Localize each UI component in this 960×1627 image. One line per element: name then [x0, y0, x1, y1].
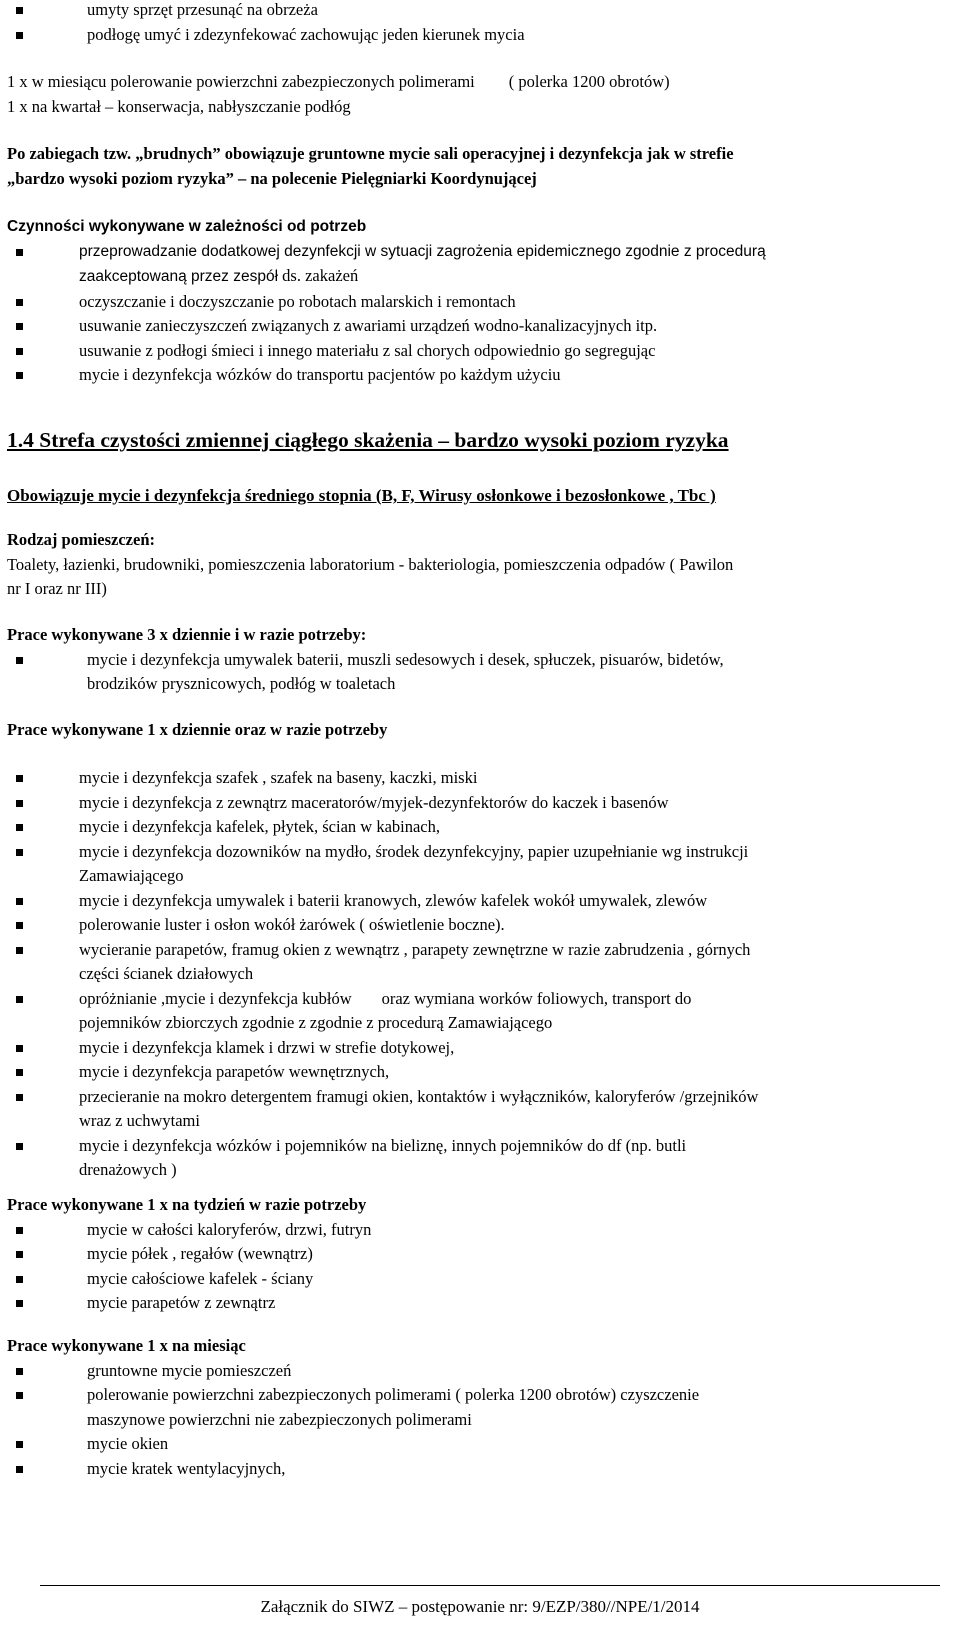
list-item: mycie i dezynfekcja wózków i pojemników na bieliznę, innych pojemników do df (np. butli: [7, 1134, 938, 1159]
bullet-square-icon: [16, 1045, 23, 1052]
list-item: podłogę umyć i zdezynfekować zachowując jeden kierunek mycia: [7, 23, 938, 48]
list-item-continuation: pojemników zbiorczych zgodnie z zgodnie z procedurą Zamawiającego: [79, 1013, 553, 1032]
list-item-continuation: brodzików prysznicowych, podłóg w toaletach: [87, 674, 396, 693]
bullet-square-icon: [16, 1300, 23, 1307]
list-item: wycieranie parapetów, framug okien z wewnątrz , parapety zewnętrzne w razie zabrudzenia , górnych: [7, 938, 938, 963]
rooms-line-1: Toalety, łazienki, brudowniki, pomieszczenia laboratorium - bakteriologia, pomieszczenia odpadów ( Pawilon: [7, 554, 734, 574]
bullet-square-icon: [16, 1368, 23, 1375]
bullet-square-icon: [16, 32, 23, 39]
frequency-notes: [7, 70, 938, 119]
list-item: usuwanie zanieczyszczeń związanych z awariami urządzeń wodno-kanalizacyjnych itp.: [7, 314, 938, 339]
bullet-square-icon: [16, 947, 23, 954]
list-item: opróżnianie ,mycie i dezynfekcja kubłów oraz wymiana worków foliowych, transport do: [7, 987, 938, 1012]
bullet-square-icon: [16, 775, 23, 782]
month-line: 1 x w miesiącu polerowanie powierzchni zabezpieczonych polimerami ( polerka 1200 obrotów): [7, 72, 670, 91]
zone-requirement: [7, 484, 938, 509]
list-item: mycie i dezynfekcja parapetów wewnętrznych,: [7, 1060, 938, 1085]
list-item-continuation: maszynowe powierzchni nie zabezpieczonych polimerami: [87, 1409, 472, 1429]
section-heading: Prace wykonywane 1 x dziennie oraz w razie potrzeby: [7, 720, 388, 739]
list-item: mycie okien: [7, 1432, 938, 1457]
list-item: mycie i dezynfekcja wózków do transportu pacjentów po każdym użyciu: [7, 363, 938, 388]
top-list: [7, 0, 938, 47]
list-item: mycie i dezynfekcja kafelek, płytek, ścian w kabinach,: [7, 815, 938, 840]
zone-section: [7, 428, 938, 453]
bullet-square-icon: [16, 996, 23, 1003]
list-item: umyty sprzęt przesunąć na obrzeża: [7, 0, 938, 23]
footer-rule: [40, 1585, 940, 1586]
bullet-square-icon: [16, 1227, 23, 1234]
bullet-square-icon: [16, 849, 23, 856]
bullet-square-icon: [16, 922, 23, 929]
list-item: mycie i dezynfekcja umywalek baterii, muszli sedesowych i desek, spłuczek, pisuarów, bidetów,: [7, 648, 938, 673]
list-item: polerowanie powierzchni zabezpieczonych polimerami ( polerka 1200 obrotów) czyszczenie: [7, 1383, 938, 1408]
list-item: usuwanie z podłogi śmieci i innego materiału z sal chorych odpowiednio go segregując: [7, 339, 938, 364]
bullet-square-icon: [16, 249, 23, 256]
list-item: oczyszczanie i doczyszczanie po robotach malarskich i remontach: [7, 290, 938, 315]
dirty-procedures-note: [7, 142, 938, 191]
section-heading: Prace wykonywane 1 x na miesiąc: [7, 1336, 246, 1355]
list-item-continuation: wraz z uchwytami: [79, 1111, 200, 1130]
bullet-square-icon: [16, 7, 23, 14]
requirement-line: Obowiązuje mycie i dezynfekcja średniego stopnia (B, F, Wirusy osłonkowe i bezosłonkowe , Tbc ): [7, 486, 716, 505]
thrice-daily-section: [7, 623, 938, 697]
list-item: polerowanie luster i osłon wokół żarówek ( oświetlenie boczne).: [7, 913, 938, 938]
section-heading: Prace wykonywane 1 x na tydzień w razie potrzeby: [7, 1195, 367, 1214]
section-title: 1.4 Strefa czystości zmiennej ciągłego skażenia – bardzo wysoki poziom ryzyka: [7, 428, 729, 452]
list-item: mycie i dezynfekcja umywalek i baterii kranowych, zlewów kafelek wokół umywalek, zlewów: [7, 889, 938, 914]
list-item: mycie i dezynfekcja szafek , szafek na baseny, kaczki, miski: [7, 766, 938, 791]
monthly-section: [7, 1334, 938, 1481]
rooms-line-2: nr I oraz nr III): [7, 579, 107, 598]
bullet-square-icon: [16, 372, 23, 379]
list-item: mycie i dezynfekcja klamek i drzwi w strefie dotykowej,: [7, 1036, 938, 1061]
page-footer: Załącznik do SIWZ – postępowanie nr: 9/EZP/380//NPE/1/2014: [260, 1597, 700, 1616]
list-item: gruntowne mycie pomieszczeń: [7, 1359, 938, 1384]
dirty-line-2: „bardzo wysoki poziom ryzyka” – na polecenie Pielęgniarki Koordynującej: [7, 168, 537, 188]
quarter-line: 1 x na kwartał – konserwacja, nabłyszczanie podłóg: [7, 96, 351, 116]
bullet-square-icon: [16, 1276, 23, 1283]
list-item: mycie i dezynfekcja z zewnątrz maceratorów/myjek-dezynfektorów do kaczek i basenów: [7, 791, 938, 816]
list-item: mycie parapetów z zewnątrz: [7, 1291, 938, 1316]
as-needed-section: [7, 215, 938, 388]
list-item: przeprowadzanie dodatkowej dezynfekcji w sytuacji zagrożenia epidemicznego zgodnie z procedurą: [7, 240, 938, 265]
section-heading: Prace wykonywane 3 x dziennie i w razie potrzeby:: [7, 625, 367, 644]
bullet-square-icon: [16, 1143, 23, 1150]
daily-heading-block: [7, 718, 938, 743]
daily-list: [7, 766, 938, 1183]
list-item: mycie kratek wentylacyjnych,: [7, 1457, 938, 1482]
bullet-square-icon: [16, 1392, 23, 1399]
bullet-square-icon: [16, 323, 23, 330]
bullet-square-icon: [16, 1094, 23, 1101]
rooms-block: [7, 528, 938, 602]
list-item-continuation: Zamawiającego: [79, 866, 184, 885]
list-item: mycie i dezynfekcja dozowników na mydło, środek dezynfekcyjny, papier uzupełnianie wg instrukcji: [7, 840, 938, 865]
bullet-square-icon: [16, 1251, 23, 1258]
weekly-section: [7, 1193, 938, 1316]
list-item: mycie w całości kaloryferów, drzwi, futryn: [7, 1218, 938, 1243]
bullet-square-icon: [16, 1466, 23, 1473]
list-item: mycie całościowe kafelek - ściany: [7, 1267, 938, 1292]
bullet-square-icon: [16, 1441, 23, 1448]
bullet-square-icon: [16, 348, 23, 355]
bullet-square-icon: [16, 824, 23, 831]
list-item-continuation: drenażowych ): [79, 1160, 177, 1179]
bullet-square-icon: [16, 299, 23, 306]
list-item-continuation: części ścianek działowych: [79, 964, 254, 983]
bullet-square-icon: [16, 657, 23, 664]
bullet-square-icon: [16, 898, 23, 905]
list-item: mycie półek , regałów (wewnątrz): [7, 1242, 938, 1267]
list-item-continuation: zaakceptowaną przez zespół ds. zakażeń: [79, 266, 359, 285]
rooms-label: Rodzaj pomieszczeń:: [7, 530, 156, 549]
dirty-line-1: Po zabiegach tzw. „brudnych” obowiązuje gruntowne mycie sali operacyjnej i dezynfekcja jak w strefie: [7, 144, 734, 163]
bullet-square-icon: [16, 800, 23, 807]
section-heading: Czynności wykonywane w zależności od potrzeb: [7, 218, 367, 235]
list-item: przecieranie na mokro detergentem framugi okien, kontaktów i wyłączników, kaloryferów /grzejników: [7, 1085, 938, 1110]
bullet-square-icon: [16, 1069, 23, 1076]
